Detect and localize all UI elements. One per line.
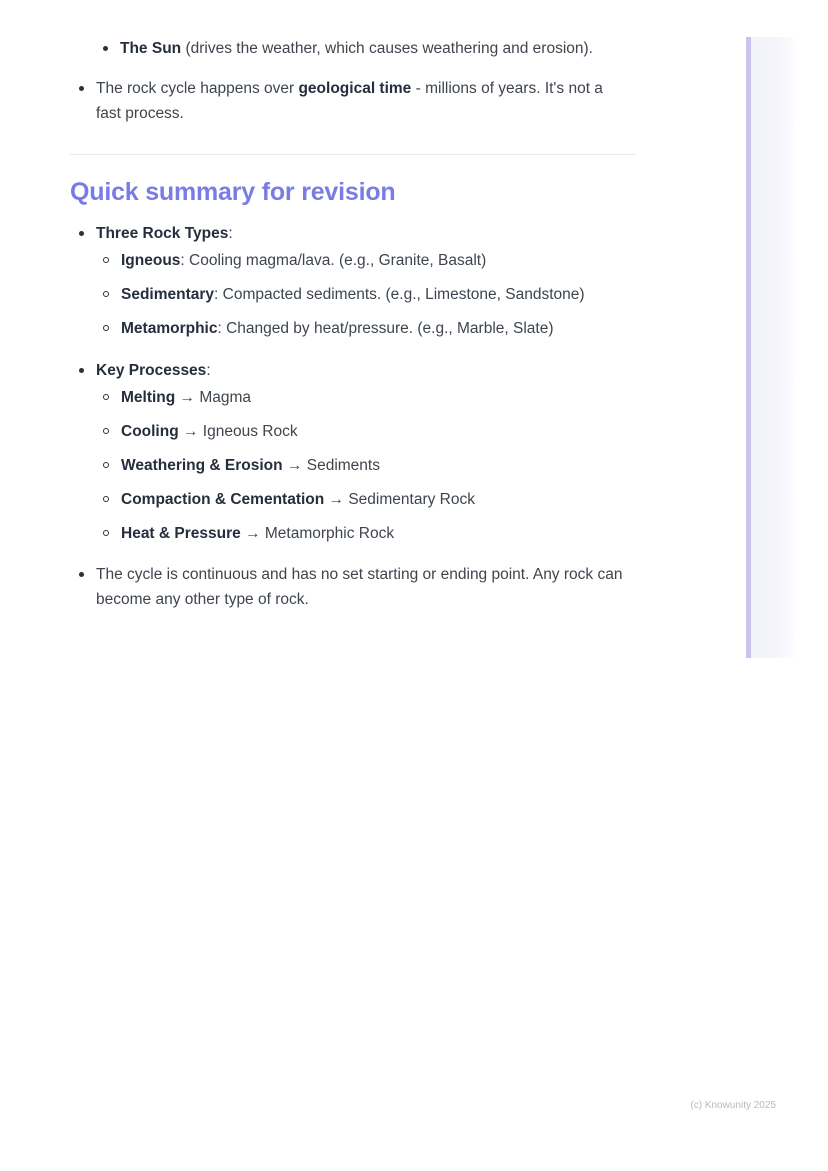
bold-term: Igneous (121, 252, 181, 269)
bold-term: Key Processes (96, 362, 207, 379)
list-item-text (121, 385, 251, 410)
list-item-text (96, 221, 233, 246)
bold-term: Compaction & Cementation (121, 491, 325, 508)
bold-term: geological time (298, 80, 412, 97)
bullet-disc-icon (79, 368, 84, 373)
item-desc: → Sediments (282, 457, 380, 474)
key-processes-sublist (70, 385, 636, 546)
list-item-text (96, 76, 626, 126)
bullet-ring-icon (103, 257, 109, 263)
list-item-geological-time (70, 76, 636, 126)
list-item-weathering-erosion (70, 453, 636, 478)
list-item-text (121, 419, 298, 444)
bold-term: Weathering & Erosion (121, 457, 283, 474)
list-item-text (121, 521, 394, 546)
footer-copyright: (c) Knowunity 2025 (690, 1100, 776, 1111)
list-item-key-processes-label (70, 358, 636, 383)
section-heading: Quick summary for revision (70, 178, 396, 206)
bold-term: Cooling (121, 423, 179, 440)
list-item-sedimentary (70, 282, 636, 307)
list-item-text (120, 36, 593, 61)
bold-term: The Sun (120, 40, 182, 57)
list-item-text (121, 282, 585, 307)
bullet-disc-icon (79, 231, 84, 236)
list-item-text (96, 358, 211, 383)
item-desc: → Metamorphic Rock (240, 525, 395, 542)
list-item-closing (70, 562, 636, 612)
bullet-ring-icon (103, 462, 109, 468)
bullet-ring-icon (103, 428, 109, 434)
item-rest: (drives the weather, which causes weathering and erosion). (181, 40, 593, 57)
item-desc: : Changed by heat/pressure. (e.g., Marble, Slate) (217, 320, 554, 337)
list-item-text (121, 487, 475, 512)
bullet-ring-icon (103, 291, 109, 297)
label-suffix: : (206, 362, 211, 379)
bullet-disc-icon (79, 86, 84, 91)
item-desc: → Sedimentary Rock (324, 491, 475, 508)
item-desc: : Compacted sediments. (e.g., Limestone, Sandstone) (214, 286, 585, 303)
bullet-ring-icon (103, 325, 109, 331)
section-divider (70, 154, 636, 155)
side-highlight-band (746, 37, 795, 658)
page-content (70, 36, 636, 612)
item-post: - millions of years. It's not a fast process. (96, 80, 603, 122)
bold-term: Sedimentary (121, 286, 215, 303)
list-item-text (121, 248, 486, 273)
bold-term: Three Rock Types (96, 225, 229, 242)
list-item-text (121, 316, 553, 341)
bold-term: Heat & Pressure (121, 525, 241, 542)
list-item-cooling (70, 419, 636, 444)
list-item-text: The cycle is continuous and has no set starting or ending point. Any rock can become any other type of rock. (96, 566, 623, 608)
list-item-rock-types-label (70, 221, 636, 246)
bullet-ring-icon (103, 530, 109, 536)
list-item-metamorphic (70, 316, 636, 341)
item-desc: → Igneous Rock (178, 423, 298, 440)
item-pre: The rock cycle happens over (96, 80, 299, 97)
list-item-text (121, 453, 380, 478)
item-desc: : Cooling magma/lava. (e.g., Granite, Basalt) (180, 252, 487, 269)
bullet-disc-icon (103, 46, 108, 51)
list-item-igneous (70, 248, 636, 273)
bold-term: Metamorphic (121, 320, 218, 337)
list-item-compaction-cementation (70, 487, 636, 512)
bullet-ring-icon (103, 496, 109, 502)
list-item-melting (70, 385, 636, 410)
list-item-heat-pressure (70, 521, 636, 546)
list-item-sun (70, 36, 636, 61)
rock-types-sublist (70, 248, 636, 341)
bullet-ring-icon (103, 394, 109, 400)
label-suffix: : (228, 225, 233, 242)
bold-term: Melting (121, 389, 176, 406)
item-desc: → Magma (175, 389, 252, 406)
bullet-disc-icon (79, 572, 84, 577)
